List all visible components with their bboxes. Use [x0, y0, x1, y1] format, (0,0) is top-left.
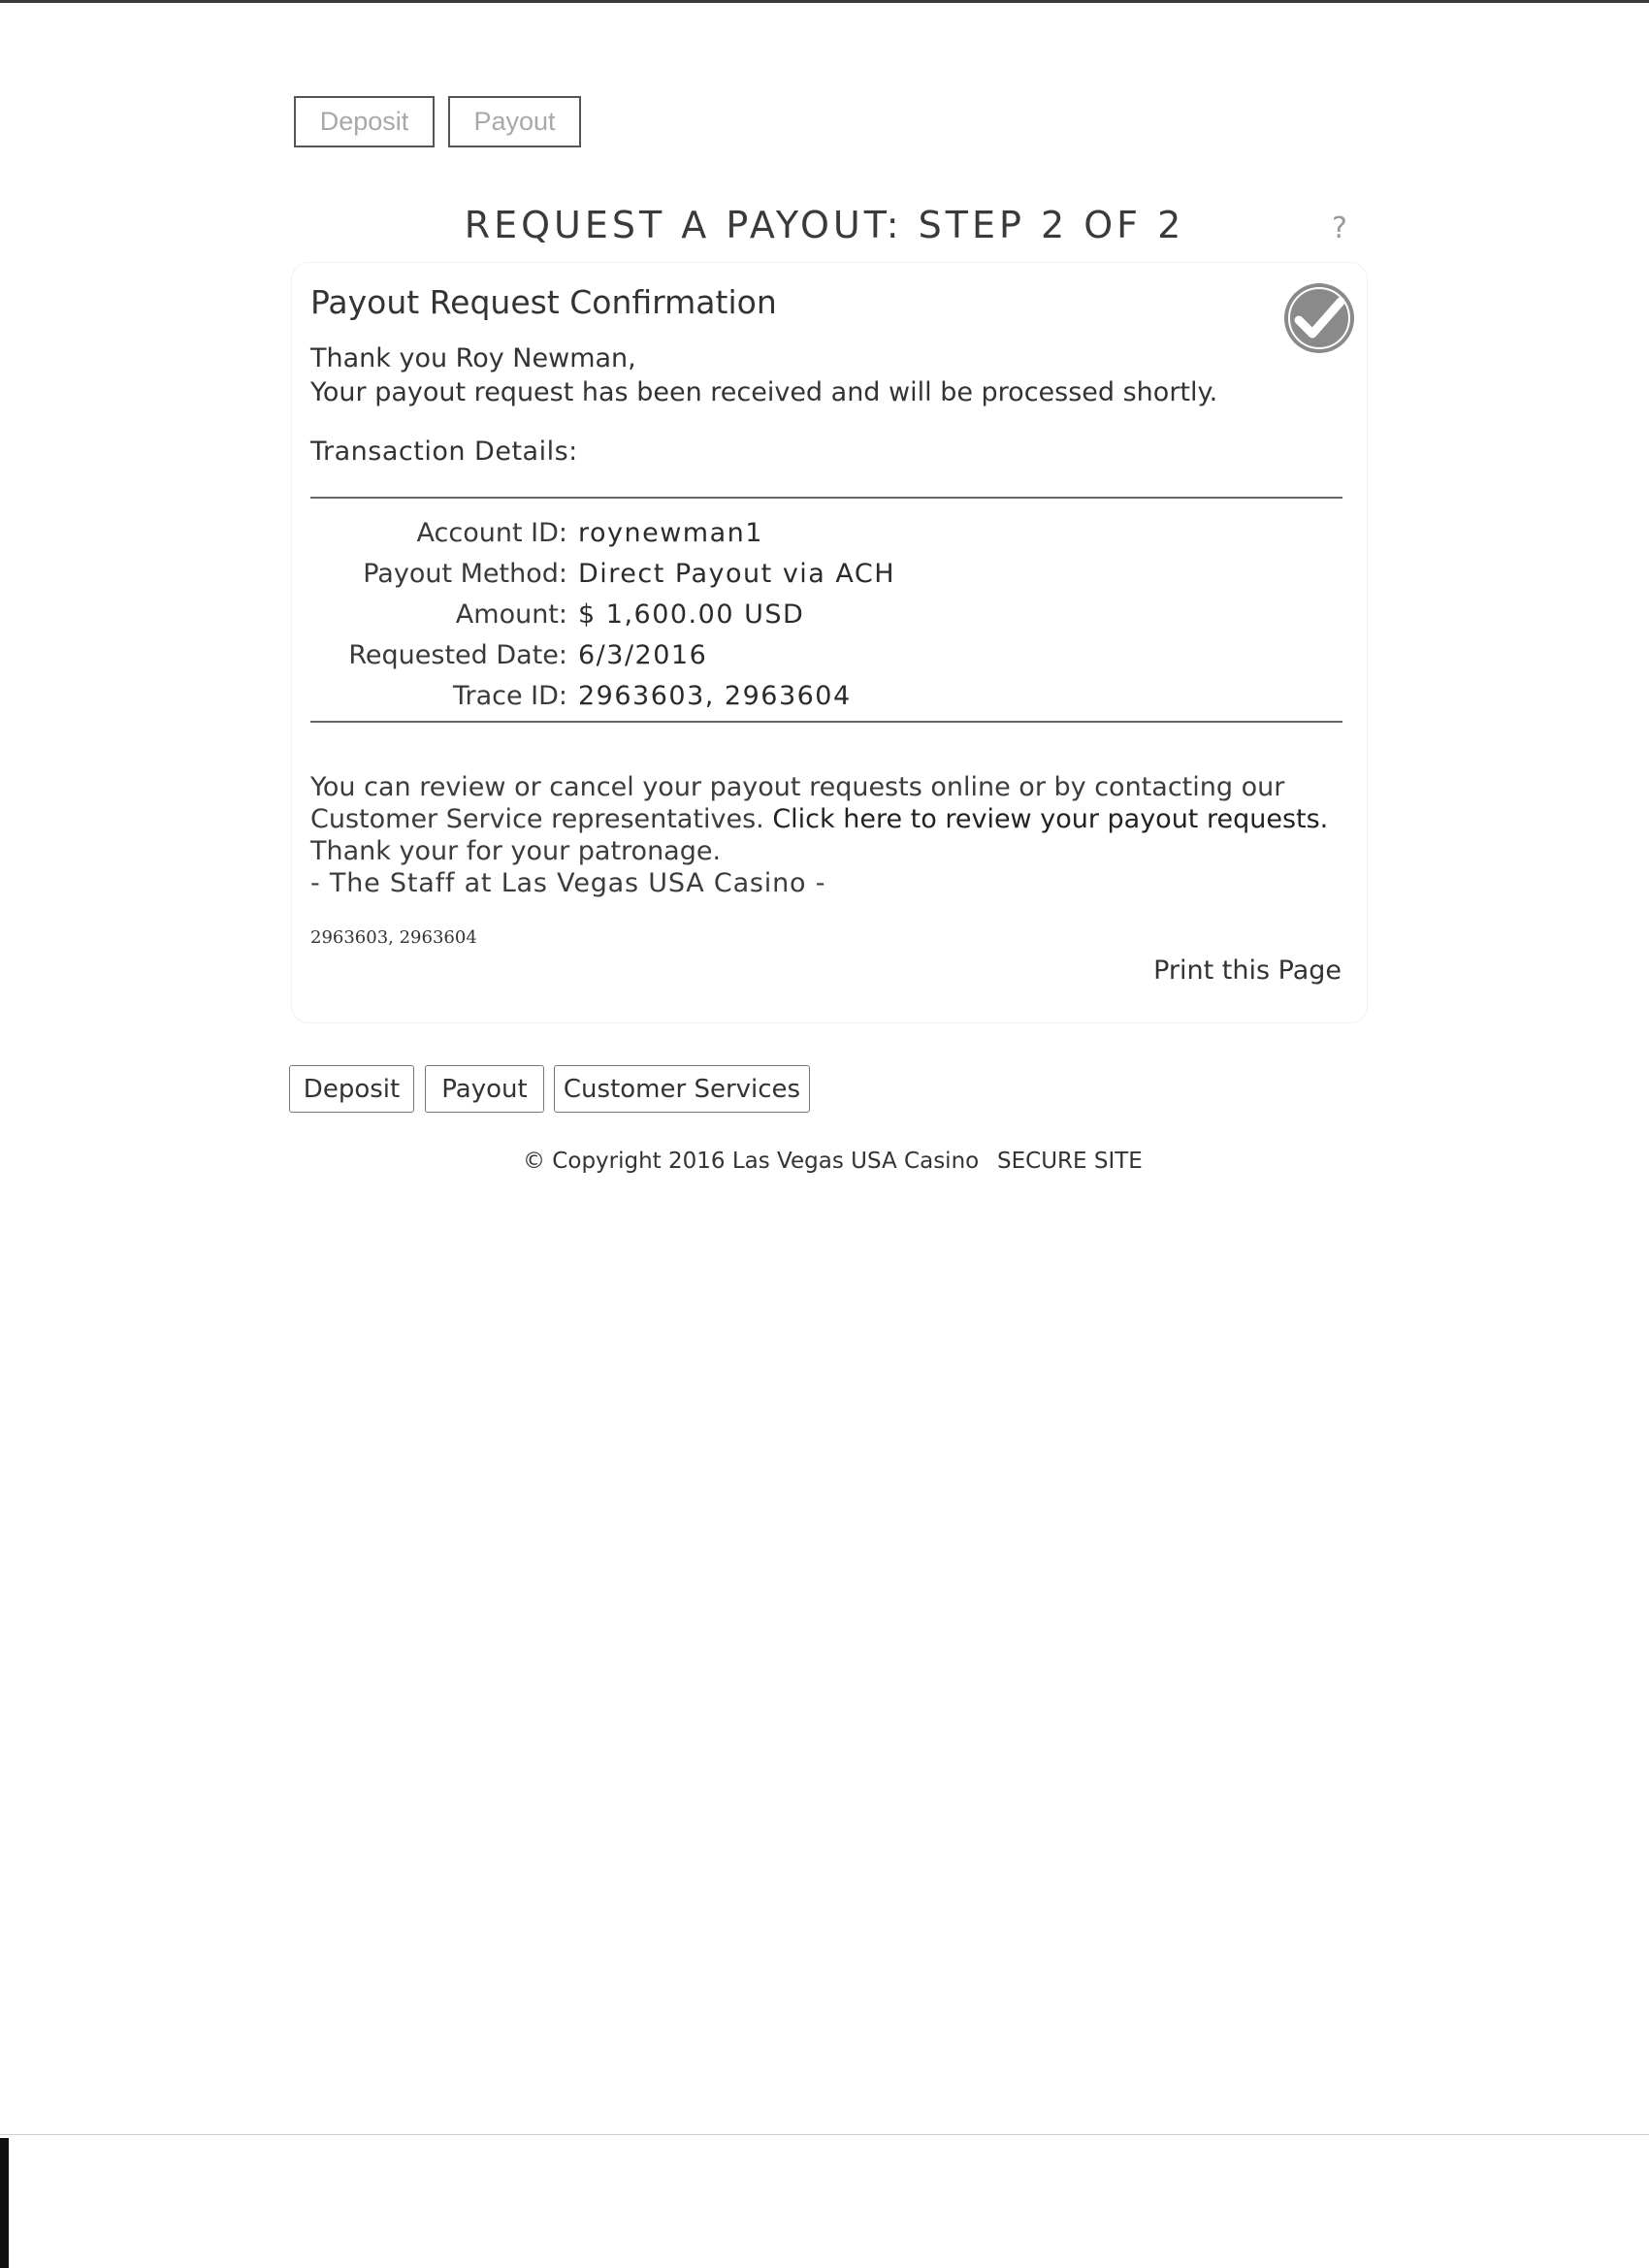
requested-date-label: Requested Date: [348, 640, 567, 670]
scan-page-edge [0, 2134, 1649, 2135]
amount-value: $ 1,600.00 USD [578, 599, 805, 630]
help-icon[interactable]: ? [1332, 211, 1347, 245]
staff-signature: - The Staff at Las Vegas USA Casino - [310, 868, 826, 898]
customer-services-button[interactable]: Customer Services [554, 1065, 810, 1113]
transaction-details-heading: Transaction Details: [310, 437, 578, 467]
review-payout-requests-link[interactable]: Click here to review your payout requests. [772, 804, 1329, 834]
scan-edge-top [0, 0, 1649, 3]
deposit-button-bottom[interactable]: Deposit [289, 1065, 414, 1113]
amount-label: Amount: [455, 599, 567, 630]
copyright-text: © Copyright 2016 Las Vegas USA Casino [523, 1149, 980, 1174]
deposit-button-top[interactable]: Deposit [294, 96, 435, 147]
account-id-value: roynewman1 [578, 518, 763, 548]
secure-site-label: SECURE SITE [997, 1149, 1143, 1174]
page-title: REQUEST A PAYOUT: STEP 2 OF 2 [464, 204, 1185, 246]
print-page-link[interactable]: Print this Page [1153, 956, 1342, 986]
review-message-line-2 [310, 804, 1328, 834]
details-divider-bottom [310, 721, 1342, 723]
trace-id-label: Trace ID: [452, 681, 567, 711]
checkmark-circle-icon [1282, 281, 1356, 355]
patronage-message: Thank your for your patronage. [310, 836, 722, 866]
payout-button-top[interactable]: Payout [448, 96, 581, 147]
details-divider-top [310, 497, 1342, 499]
scan-edge-shadow [0, 2138, 9, 2268]
account-id-label: Account ID: [416, 518, 567, 548]
payout-button-bottom[interactable]: Payout [425, 1065, 544, 1113]
review-message-line: You can review or cancel your payout requests online or by contacting our [310, 772, 1285, 802]
payout-method-label: Payout Method: [363, 559, 567, 589]
payout-method-value: Direct Payout via ACH [578, 559, 896, 589]
confirmation-title: Payout Request Confirmation [310, 283, 777, 321]
requested-date-value: 6/3/2016 [578, 640, 708, 670]
trace-id-value: 2963603, 2963604 [578, 681, 852, 711]
thank-you-message: Thank you Roy Newman, [310, 343, 636, 373]
customer-service-text: Customer Service representatives. [310, 804, 773, 834]
trace-ids-small: 2963603, 2963604 [310, 927, 477, 948]
received-message: Your payout request has been received and will be processed shortly. [310, 377, 1218, 407]
